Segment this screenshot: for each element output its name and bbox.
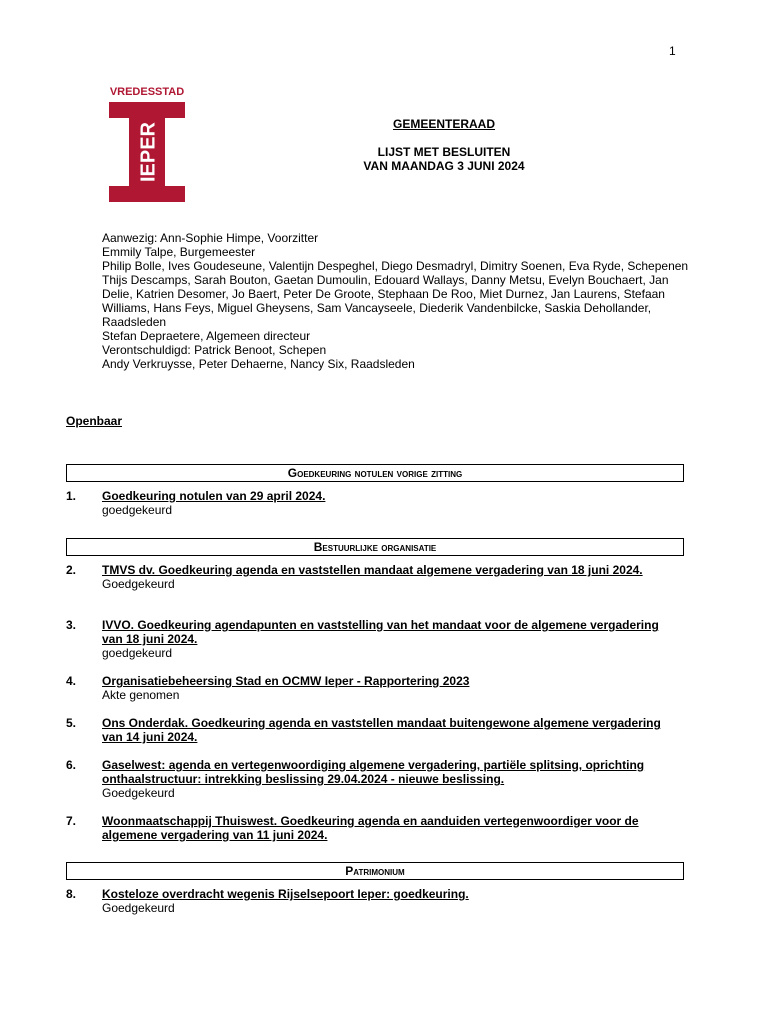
section-header-notulen: Goedkeuring notulen vorige zitting — [66, 464, 684, 482]
attendee-line: Aanwezig: Ann-Sophie Himpe, Voorzitter — [102, 231, 319, 245]
item-number: 8. — [66, 887, 77, 901]
item-status: Goedgekeurd — [102, 786, 175, 800]
agenda-item — [66, 618, 686, 660]
section-header-bestuurlijke: Bestuurlijke organisatie — [66, 538, 684, 556]
logo-word: IEPER — [137, 121, 160, 183]
item-status: goedgekeurd — [102, 646, 173, 660]
openbaar-heading: Openbaar — [66, 414, 123, 428]
agenda-item — [66, 716, 686, 744]
item-title: Ons Onderdak. Goedkeuring agenda en vaststellen mandaat buitengewone algemene vergadering van 14 juni 2024. — [102, 716, 661, 744]
item-title: TMVS dv. Goedkeuring agenda en vaststellen mandaat algemene vergadering van 18 juni 2024. — [102, 563, 643, 577]
attendee-line: Verontschuldigd: Patrick Benoot, Schepen — [102, 343, 327, 357]
item-number: 5. — [66, 716, 77, 730]
attendee-line: Philip Bolle, Ives Goudeseune, Valentijn Despeghel, Diego Desmadryl, Dimitry Soenen, Eva Ryde, Schepenen — [102, 259, 689, 273]
document-title: GEMEENTERAAD — [392, 117, 495, 131]
logo-caption: VREDESSTAD — [109, 86, 185, 98]
item-status: Goedgekeurd — [102, 901, 175, 915]
item-title: Goedkeuring notulen van 29 april 2024. — [102, 489, 326, 503]
attendee-line: Emmily Talpe, Burgemeester — [102, 245, 256, 259]
item-number: 6. — [66, 758, 77, 772]
item-number: 1. — [66, 489, 77, 503]
attendee-line: Thijs Descamps, Sarah Bouton, Gaetan Dumoulin, Edouard Wallays, Danny Metsu, Evelyn Bouchaert, Jan Delie, Katrien Desomer, Jo Baert, Peter De Groote, Stephaan De Roo, Miet Durnez, Jan Laurens, Stefaan Williams, Hans Feys, Miguel Gheysens, Sam Vancayseele, Diederik Vandenbilcke, Saskia Dehollander, Raadsleden — [102, 273, 669, 329]
item-status: Goedgekeurd — [102, 577, 175, 591]
agenda-item — [66, 758, 686, 800]
page-number: 1 — [669, 44, 676, 58]
agenda-item — [66, 674, 686, 702]
item-number: 4. — [66, 674, 77, 688]
item-title: IVVO. Goedkeuring agendapunten en vaststelling van het mandaat voor de algemene vergadering van 18 juni 2024. — [102, 618, 659, 646]
item-number: 2. — [66, 563, 77, 577]
item-title: Woonmaatschappij Thuiswest. Goedkeuring agenda en aanduiden vertegenwoordiger voor de algemene vergadering van 11 juni 2024. — [102, 814, 639, 842]
item-title: Kosteloze overdracht wegenis Rijselsepoort Ieper: goedkeuring. — [102, 887, 469, 901]
item-number: 7. — [66, 814, 77, 828]
agenda-item — [66, 489, 686, 517]
item-title: Organisatiebeheersing Stad en OCMW Ieper - Rapportering 2023 — [102, 674, 470, 688]
city-logo — [107, 86, 187, 204]
attendee-line: Stefan Depraetere, Algemeen directeur — [102, 329, 311, 343]
ieper-logo-icon — [107, 100, 187, 204]
item-status: Akte genomen — [102, 688, 180, 702]
item-status: goedgekeurd — [102, 503, 173, 517]
agenda-item — [66, 563, 686, 591]
item-number: 3. — [66, 618, 77, 632]
agenda-item — [66, 887, 686, 915]
attendee-line: Andy Verkruysse, Peter Dehaerne, Nancy Six, Raadsleden — [102, 357, 415, 371]
item-title: Gaselwest: agenda en vertegenwoordiging algemene vergadering, partiële splitsing, oprichting onthaalstructuur: intrekking beslissing 29.04.2024 - nieuwe beslissing. — [102, 758, 645, 786]
document-subtitle-1: LIJST MET BESLUITEN — [377, 145, 511, 159]
section-header-patrimonium: Patrimonium — [66, 862, 684, 880]
document-header — [343, 117, 545, 173]
agenda-item — [66, 814, 686, 842]
attendee-list — [102, 231, 692, 371]
document-subtitle-2: VAN MAANDAG 3 JUNI 2024 — [363, 159, 525, 173]
